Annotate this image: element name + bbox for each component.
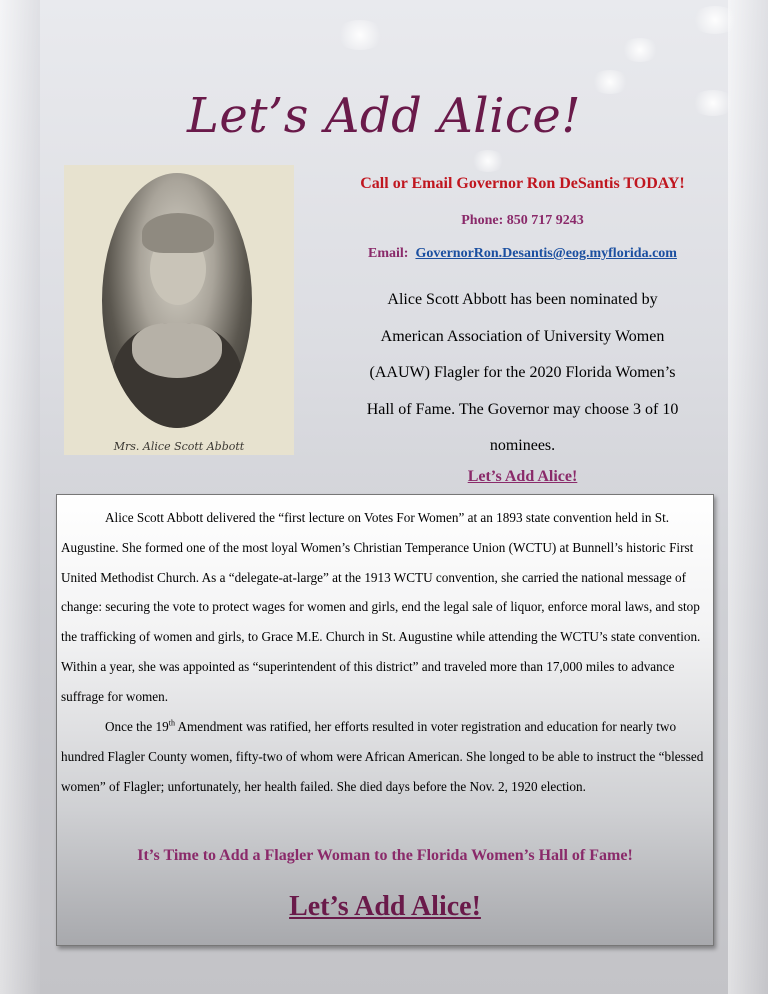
portrait-oval	[102, 173, 252, 428]
intro-line: nominees.	[489, 437, 556, 454]
hall-of-fame-callout: It’s Time to Add a Flagler Woman to the Florida Women’s Hall of Fame!	[137, 847, 633, 864]
phone-line	[330, 213, 715, 229]
phone-number[interactable]: 850 717 9243	[506, 213, 584, 228]
portrait-caption: Mrs. Alice Scott Abbott	[113, 440, 245, 453]
email-label: Email:	[368, 246, 409, 261]
page-title: Let’s Add Alice!	[186, 88, 582, 144]
portrait-collar	[132, 323, 222, 378]
biography-paragraph-2-rest: Amendment was ratified, her efforts resulted in voter registration and education for nearly two hundred Flagler County women, fifty-two of whom were African American. She longed to be able to instruct the “blessed women” of Flagler; unfortunately, her health failed. She died days before the Nov. 2, 1920 election.	[61, 719, 704, 794]
background-light	[470, 150, 506, 172]
background-light	[620, 38, 660, 62]
background-light	[335, 20, 385, 50]
background-column	[728, 0, 768, 994]
biography-paragraph-2	[61, 712, 711, 801]
biography-paragraph-1-text: Alice Scott Abbott delivered the “first lecture on Votes For Women” at an 1893 state convention held in St. Augustine. She formed one of the most loyal Women’s Christian Temperance Union (WCTU) at Bunnell’s historic First United Methodist Church. As a “delegate-at-large” at the 1913 WCTU convention, she carried the national message of change: securing the vote to protect wages for women and girls, end the legal sale of liquor, enforce moral laws, and stop the trafficking of women and girls, to Grace M.E. Church in St. Augustine while attending the WCTU’s state convention. Within a year, she was appointed as “superintendent of this district” and traveled more than 17,000 miles to advance suffrage for women.	[61, 510, 701, 704]
portrait-photo	[64, 165, 294, 455]
email-line	[330, 246, 715, 262]
intro-line: Alice Scott Abbott has been nominated by	[387, 291, 658, 308]
phone-label: Phone:	[461, 213, 504, 228]
intro-line: American Association of University Women	[380, 327, 665, 345]
biography-box	[56, 494, 714, 946]
background-column	[0, 0, 40, 994]
lets-add-alice-link[interactable]: Let’s Add Alice!	[467, 468, 578, 485]
intro-line: (AAUW) Flagler for the 2020 Florida Women’s	[369, 364, 676, 381]
lets-add-alice-big-link[interactable]: Let’s Add Alice!	[289, 891, 481, 922]
email-link[interactable]: GovernorRon.Desantis@eog.myflorida.com	[415, 246, 677, 261]
portrait-hair	[142, 213, 214, 253]
intro-line: Hall of Fame. The Governor may choose 3 of 10	[366, 400, 679, 418]
biography-paragraph-2-start: Once the 19	[105, 719, 169, 734]
call-to-action-line: Call or Email Governor Ron DeSantis TODAY!	[360, 175, 685, 192]
intro-text	[330, 282, 715, 465]
superscript: th	[168, 718, 175, 728]
biography-paragraph-1	[61, 503, 711, 712]
